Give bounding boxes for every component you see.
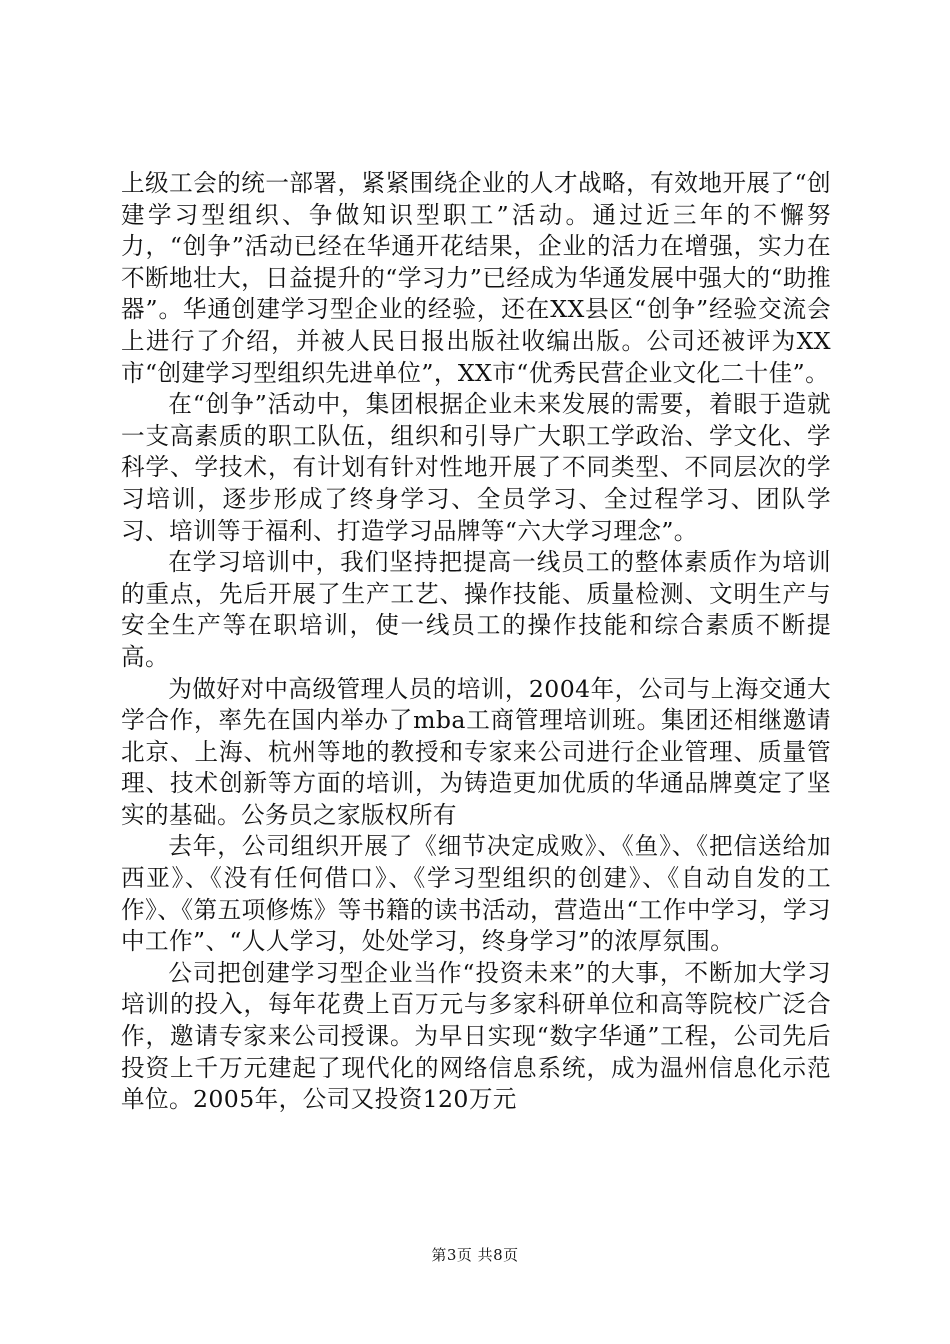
paragraph-1: 上级工会的统一部署，紧紧围绕企业的人才战略，有效地开展了“创建学习型组织、争做知识型职工”活动。通过近三年的不懈努力，“创争”活动已经在华通开花结果，企业的活力在增强，实力在不断地壮大，日益提升的“学习力”已经成为华通发展中强大的“助推器”。华通创建学习型企业的经验，还在XX县区“创争”经验交流会上进行了介绍，并被人民日报出版社收编出版。公司还被评为XX市“创建学习型组织先进单位”，XX市“优秀民营企业文化二十佳”。 <box>121 169 831 387</box>
page-number-footer: 第3页 共8页 <box>431 1246 519 1264</box>
paragraph-5: 去年，公司组织开展了《细节决定成败》、《鱼》、《把信送给加西亚》、《没有任何借口》、《学习型组织的创建》、《自动自发的工作》、《第五项修炼》等书籍的读书活动，营造出“工作中学习，学习中工作”、“人人学习，处处学习，终身学习”的浓厚氛围。 <box>121 832 831 956</box>
document-body <box>121 168 831 1116</box>
paragraph-3: 在学习培训中，我们坚持把提高一线员工的整体素质作为培训的重点，先后开展了生产工艺、操作技能、质量检测、文明生产与安全生产等在职培训，使一线员工的操作技能和综合素质不断提高。 <box>121 548 831 671</box>
paragraph-6: 公司把创建学习型企业当作“投资未来”的大事，不断加大学习培训的投入，每年花费上百万元与多家科研单位和高等院校广泛合作，邀请专家来公司授课。为早日实现“数字华通”工程，公司先后投资上千万元建起了现代化的网络信息系统，成为温州信息化示范单位。2005年，公司又投资120万元 <box>121 958 831 1114</box>
paragraph-2: 在“创争”活动中，集团根据企业未来发展的需要，着眼于造就一支高素质的职工队伍，组织和引导广大职工学政治、学文化、学科学、学技术，有计划有针对性地开展了不同类型、不同层次的学习培训，逐步形成了终身学习、全员学习、全过程学习、团队学习、培训等于福利、打造学习品牌等“六大学习理念”。 <box>121 390 831 545</box>
paragraph-4: 为做好对中高级管理人员的培训，2004年，公司与上海交通大学合作，率先在国内举办了mba工商管理培训班。集团还相继邀请北京、上海、杭州等地的教授和专家来公司进行企业管理、质量管理、技术创新等方面的培训，为铸造更加优质的华通品牌奠定了坚实的基础。公务员之家版权所有 <box>121 674 831 829</box>
